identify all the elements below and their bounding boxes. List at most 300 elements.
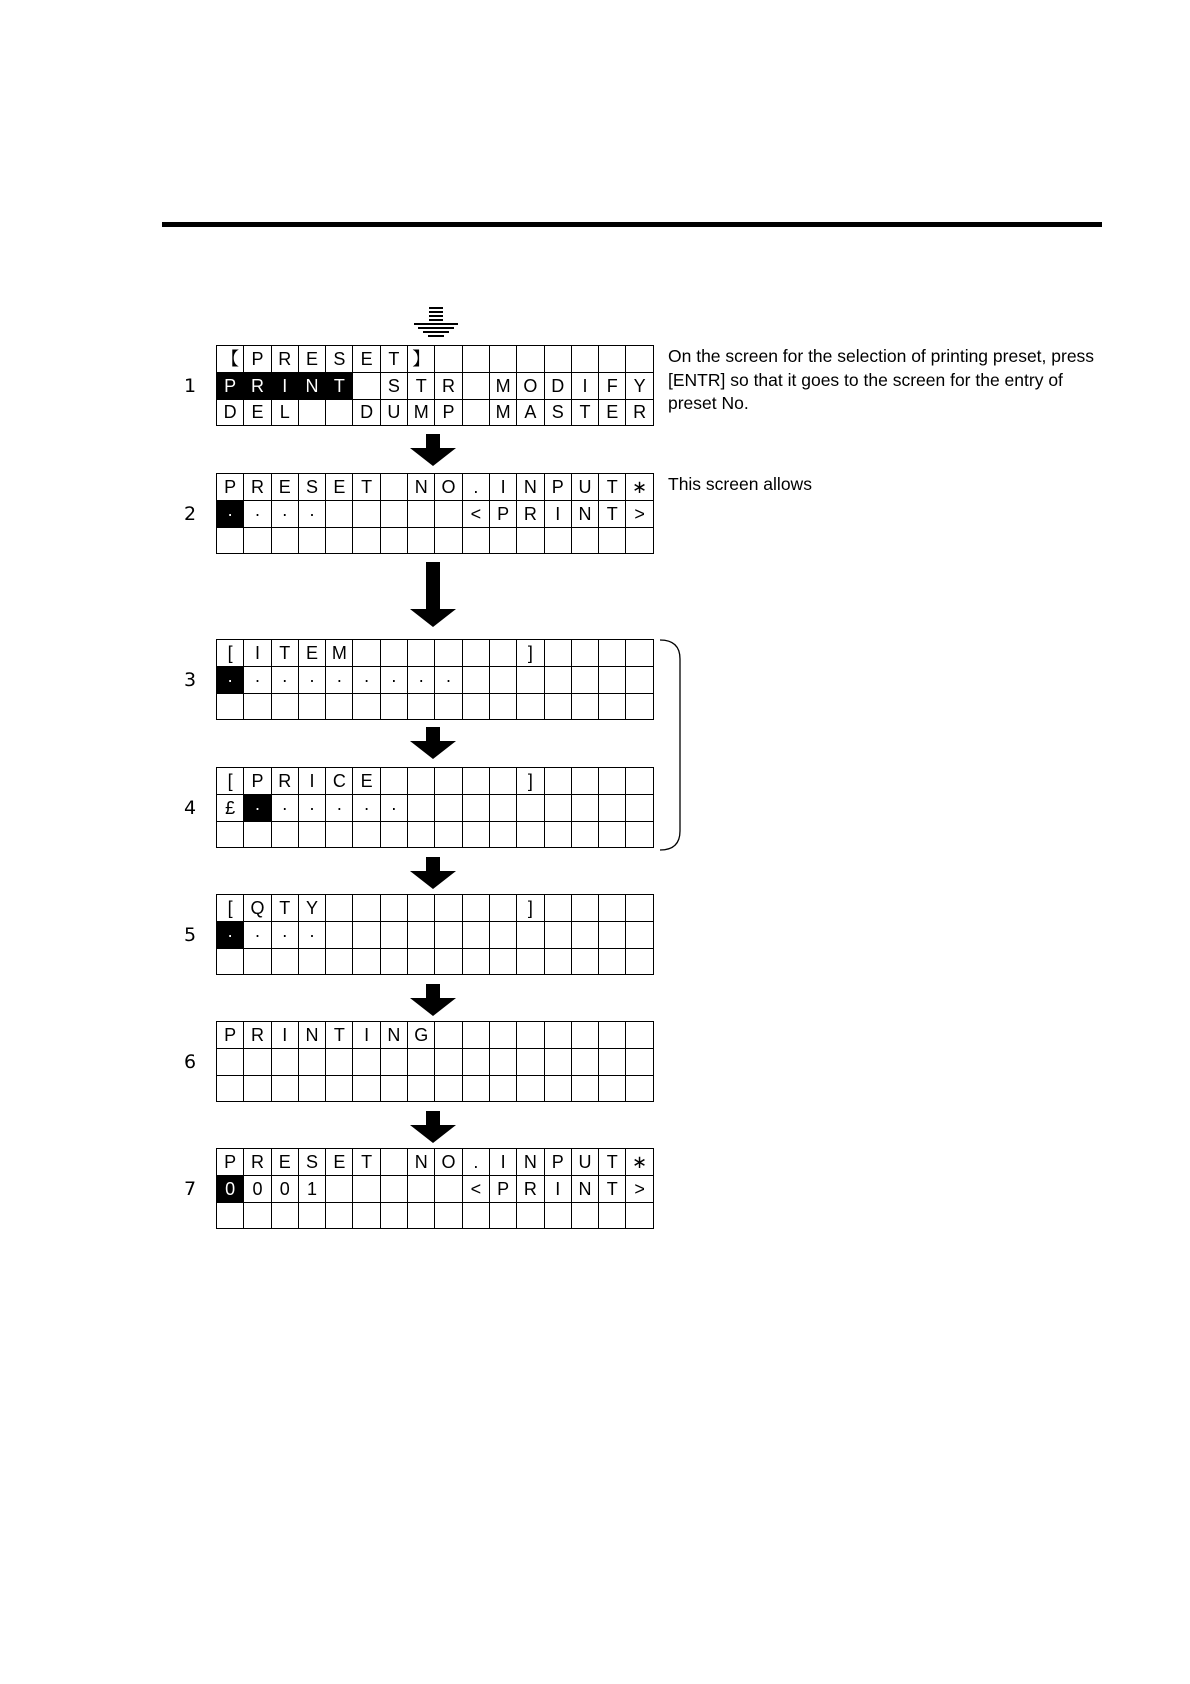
lcd-cell: [272, 528, 299, 555]
lcd-cell: E: [272, 1149, 299, 1176]
lcd-cell: T: [353, 474, 380, 501]
lcd-cell: [353, 373, 380, 400]
lcd-cell: [244, 528, 271, 555]
lcd-cell: N: [572, 501, 599, 528]
lcd-cell: Y: [626, 373, 653, 400]
lcd-cell: [272, 694, 299, 721]
lcd-cell: [435, 1203, 462, 1230]
lcd-cell: ·: [244, 667, 271, 694]
lcd-cell: [326, 1076, 353, 1103]
lcd-cell: [326, 501, 353, 528]
lcd-cell: [626, 1049, 653, 1076]
lcd-cell: P: [435, 400, 462, 427]
lcd-cell: [353, 822, 380, 849]
lcd-cell: [353, 640, 380, 667]
lcd-cell: [435, 768, 462, 795]
lcd-cell: ·: [381, 667, 408, 694]
lcd-cell: P: [217, 1149, 244, 1176]
lcd-cell: [599, 1022, 626, 1049]
lcd-cell: [490, 922, 517, 949]
lcd-cell: T: [599, 1149, 626, 1176]
lcd-cell: [435, 1022, 462, 1049]
lcd-cell: [545, 1049, 572, 1076]
lcd-cell: [353, 694, 380, 721]
lcd-cell: [435, 795, 462, 822]
lcd-cell: [490, 667, 517, 694]
lcd-cell: A: [517, 400, 544, 427]
lcd-cell: I: [572, 373, 599, 400]
lcd-cell: ·: [272, 501, 299, 528]
lcd-cell: [490, 822, 517, 849]
lcd-cell: R: [272, 768, 299, 795]
lcd-cell: [353, 1049, 380, 1076]
lcd-cell: M: [326, 640, 353, 667]
lcd-cell: [517, 1049, 544, 1076]
lcd-cell: [326, 895, 353, 922]
lcd-cell: [490, 768, 517, 795]
lcd-cell: [353, 895, 380, 922]
lcd-cell: T: [599, 501, 626, 528]
lcd-cell: [381, 474, 408, 501]
lcd-cell: [299, 1203, 326, 1230]
lcd-cell: ·: [272, 795, 299, 822]
lcd-cell: [353, 501, 380, 528]
lcd-cell: [626, 694, 653, 721]
lcd-cell: [463, 373, 490, 400]
lcd-cell: [517, 1022, 544, 1049]
lcd-cell: [517, 528, 544, 555]
lcd-screen: [216, 345, 654, 426]
lcd-cell: P: [217, 373, 244, 400]
lcd-cell: [381, 640, 408, 667]
lcd-cell: [572, 346, 599, 373]
screen-1-description: On the screen for the selection of printing preset, press [ENTR] so that it goes to the screen for the entry of preset No.: [668, 346, 1095, 413]
lcd-cell: [217, 1076, 244, 1103]
lcd-cell: N: [299, 373, 326, 400]
lcd-cell: [517, 949, 544, 976]
lcd-cell: [408, 1203, 435, 1230]
lcd-cell: T: [326, 373, 353, 400]
lcd-cell: [435, 895, 462, 922]
lcd-cell: [435, 922, 462, 949]
lcd-cell: I: [244, 640, 271, 667]
lcd-cell: [326, 528, 353, 555]
lcd-cell: [545, 795, 572, 822]
lcd-cell: [381, 1203, 408, 1230]
lcd-cell: [381, 1149, 408, 1176]
lcd-cell: [599, 895, 626, 922]
lcd-cell: [599, 1203, 626, 1230]
lcd-cell: [217, 1203, 244, 1230]
lcd-cell: [545, 528, 572, 555]
lcd-cell: ∗: [626, 1149, 653, 1176]
lcd-cell: [326, 1176, 353, 1203]
lcd-cell: I: [272, 373, 299, 400]
lcd-cell: [463, 1022, 490, 1049]
lcd-cell: S: [381, 373, 408, 400]
lcd-cell: [517, 667, 544, 694]
lcd-cell: [326, 400, 353, 427]
lcd-cell: .: [463, 1149, 490, 1176]
lcd-cell: [490, 795, 517, 822]
lcd-cell: [626, 1203, 653, 1230]
lcd-cell: [572, 822, 599, 849]
lcd-cell: R: [517, 1176, 544, 1203]
lcd-cell: E: [244, 400, 271, 427]
lcd-cell: [572, 694, 599, 721]
lcd-cell: U: [381, 400, 408, 427]
lcd-cell: P: [545, 474, 572, 501]
lcd-cell: [463, 346, 490, 373]
lcd-cell: ·: [217, 667, 244, 694]
lcd-cell: [299, 949, 326, 976]
down-arrow-icon: [410, 857, 456, 889]
lcd-cell: [572, 895, 599, 922]
lcd-screen: [216, 767, 654, 848]
lcd-cell: [353, 922, 380, 949]
lcd-cell: [599, 795, 626, 822]
lcd-cell: [326, 949, 353, 976]
lcd-cell: [244, 1049, 271, 1076]
lcd-cell: N: [517, 474, 544, 501]
lcd-cell: [572, 922, 599, 949]
screen-2-description: This screen allows: [668, 474, 812, 494]
lcd-cell: T: [353, 1149, 380, 1176]
lcd-cell: [381, 1176, 408, 1203]
lcd-cell: O: [435, 1149, 462, 1176]
lcd-cell: [408, 949, 435, 976]
lcd-cell: R: [244, 1022, 271, 1049]
lcd-cell: ·: [272, 667, 299, 694]
lcd-cell: .: [463, 474, 490, 501]
lcd-cell: [408, 922, 435, 949]
down-arrow-icon: [410, 562, 456, 627]
lcd-cell: [408, 694, 435, 721]
lcd-cell: ·: [217, 922, 244, 949]
lcd-cell: [490, 346, 517, 373]
lcd-cell: R: [244, 1149, 271, 1176]
lcd-cell: [572, 1203, 599, 1230]
lcd-cell: [272, 822, 299, 849]
lcd-cell: [353, 1203, 380, 1230]
lcd-cell: F: [599, 373, 626, 400]
lcd-screen: [216, 473, 654, 554]
lcd-cell: [545, 667, 572, 694]
lcd-cell: [381, 528, 408, 555]
lcd-cell: P: [545, 1149, 572, 1176]
lcd-cell: T: [599, 1176, 626, 1203]
lcd-cell: [572, 640, 599, 667]
lcd-cell: [545, 1022, 572, 1049]
lcd-cell: [435, 694, 462, 721]
lcd-cell: E: [326, 1149, 353, 1176]
lcd-cell: [463, 922, 490, 949]
lcd-cell: [599, 667, 626, 694]
lcd-cell: [381, 1076, 408, 1103]
lcd-cell: ·: [435, 667, 462, 694]
lcd-cell: [545, 1076, 572, 1103]
lcd-cell: T: [599, 474, 626, 501]
lcd-cell: [435, 822, 462, 849]
lcd-cell: [435, 949, 462, 976]
lcd-cell: [545, 694, 572, 721]
lcd-cell: [517, 694, 544, 721]
lcd-cell: [353, 1176, 380, 1203]
lcd-cell: M: [490, 373, 517, 400]
lcd-cell: E: [299, 640, 326, 667]
lcd-cell: ·: [326, 795, 353, 822]
lcd-cell: ·: [272, 922, 299, 949]
lcd-cell: U: [572, 474, 599, 501]
lcd-cell: [626, 795, 653, 822]
lcd-cell: [490, 640, 517, 667]
lcd-cell: [: [217, 768, 244, 795]
lcd-cell: E: [299, 346, 326, 373]
down-arrow-icon: [410, 434, 456, 466]
lcd-cell: I: [490, 474, 517, 501]
lcd-cell: [463, 795, 490, 822]
lcd-cell: [299, 1076, 326, 1103]
lcd-cell: £: [217, 795, 244, 822]
lcd-cell: [272, 1203, 299, 1230]
lcd-cell: ·: [299, 795, 326, 822]
down-arrow-icon: [410, 727, 456, 759]
lcd-cell: [381, 822, 408, 849]
lcd-cell: T: [381, 346, 408, 373]
lcd-cell: E: [326, 474, 353, 501]
lcd-cell: [626, 922, 653, 949]
lcd-cell: T: [326, 1022, 353, 1049]
lcd-cell: [490, 528, 517, 555]
group-bracket: [660, 639, 686, 851]
lcd-cell: [217, 1049, 244, 1076]
lcd-cell: [463, 949, 490, 976]
lcd-cell: [463, 528, 490, 555]
lcd-cell: P: [490, 1176, 517, 1203]
lcd-cell: L: [272, 400, 299, 427]
lcd-screen: [216, 1021, 654, 1102]
lcd-cell: [572, 768, 599, 795]
lcd-cell: T: [272, 895, 299, 922]
lcd-cell: [572, 1076, 599, 1103]
lcd-cell: [517, 822, 544, 849]
lcd-cell: I: [272, 1022, 299, 1049]
lcd-cell: C: [326, 768, 353, 795]
lcd-cell: [599, 528, 626, 555]
lcd-cell: T: [272, 640, 299, 667]
lcd-cell: [463, 694, 490, 721]
lcd-cell: 1: [299, 1176, 326, 1203]
screen-number: 6: [183, 1051, 197, 1073]
lcd-cell: [244, 694, 271, 721]
lcd-cell: [435, 528, 462, 555]
lcd-cell: [626, 640, 653, 667]
lcd-cell: [572, 667, 599, 694]
lcd-screen: [216, 894, 654, 975]
lcd-cell: [626, 949, 653, 976]
lcd-cell: [517, 346, 544, 373]
lcd-cell: N: [408, 1149, 435, 1176]
lcd-cell: I: [545, 501, 572, 528]
lcd-cell: [517, 1203, 544, 1230]
lcd-cell: [408, 768, 435, 795]
lcd-cell: [408, 1176, 435, 1203]
lcd-cell: [463, 1203, 490, 1230]
lcd-cell: [: [217, 640, 244, 667]
lcd-cell: [490, 1022, 517, 1049]
lcd-cell: P: [217, 1022, 244, 1049]
lcd-cell: P: [244, 346, 271, 373]
lcd-cell: [463, 768, 490, 795]
lcd-cell: [490, 1049, 517, 1076]
lcd-cell: D: [217, 400, 244, 427]
lcd-cell: [326, 694, 353, 721]
lcd-cell: [599, 922, 626, 949]
lcd-cell: [299, 694, 326, 721]
lcd-cell: ∗: [626, 474, 653, 501]
lcd-cell: [545, 895, 572, 922]
screen-number: 7: [183, 1178, 197, 1200]
lcd-cell: [435, 1176, 462, 1203]
lcd-cell: 0: [244, 1176, 271, 1203]
lcd-cell: ·: [381, 795, 408, 822]
lcd-cell: [299, 528, 326, 555]
lcd-cell: [408, 1076, 435, 1103]
lcd-cell: [435, 1049, 462, 1076]
lcd-cell: [217, 694, 244, 721]
lcd-cell: M: [490, 400, 517, 427]
lcd-cell: [381, 694, 408, 721]
lcd-cell: [326, 1049, 353, 1076]
lcd-cell: R: [435, 373, 462, 400]
lcd-cell: ·: [299, 501, 326, 528]
lcd-cell: [599, 768, 626, 795]
lcd-cell: U: [572, 1149, 599, 1176]
screen-number: 4: [183, 797, 197, 819]
down-arrow-icon: [410, 1111, 456, 1143]
lcd-cell: E: [272, 474, 299, 501]
lcd-cell: [545, 949, 572, 976]
lcd-cell: N: [381, 1022, 408, 1049]
lcd-cell: P: [244, 768, 271, 795]
lcd-cell: [326, 822, 353, 849]
lcd-cell: [353, 1076, 380, 1103]
lcd-cell: N: [572, 1176, 599, 1203]
lcd-cell: [272, 949, 299, 976]
lcd-cell: [599, 1049, 626, 1076]
lcd-cell: [517, 1076, 544, 1103]
lcd-cell: [626, 768, 653, 795]
lcd-cell: T: [408, 373, 435, 400]
lcd-cell: I: [299, 768, 326, 795]
lcd-cell: I: [353, 1022, 380, 1049]
lcd-cell: S: [545, 400, 572, 427]
lcd-cell: [463, 640, 490, 667]
lcd-cell: [463, 1076, 490, 1103]
lcd-cell: [463, 895, 490, 922]
lcd-cell: D: [545, 373, 572, 400]
lcd-cell: [244, 949, 271, 976]
lcd-cell: P: [490, 501, 517, 528]
lcd-cell: [244, 822, 271, 849]
lcd-cell: [463, 667, 490, 694]
lcd-cell: Q: [244, 895, 271, 922]
lcd-cell: [381, 922, 408, 949]
lcd-cell: [545, 640, 572, 667]
lcd-cell: E: [353, 346, 380, 373]
lcd-cell: [599, 346, 626, 373]
lcd-cell: [435, 346, 462, 373]
lcd-cell: S: [299, 474, 326, 501]
lcd-cell: [490, 694, 517, 721]
lcd-cell: [599, 1076, 626, 1103]
lcd-cell: N: [408, 474, 435, 501]
lcd-cell: [626, 346, 653, 373]
lcd-cell: G: [408, 1022, 435, 1049]
lcd-cell: [408, 795, 435, 822]
lcd-cell: [545, 346, 572, 373]
lcd-cell: [381, 768, 408, 795]
lcd-cell: [626, 667, 653, 694]
lcd-cell: ]: [517, 768, 544, 795]
lcd-screen: [216, 1148, 654, 1229]
lcd-cell: [435, 1076, 462, 1103]
lcd-cell: [572, 949, 599, 976]
screen-number: 1: [183, 375, 197, 397]
lcd-cell: R: [517, 501, 544, 528]
lcd-cell: [299, 400, 326, 427]
lcd-cell: [408, 640, 435, 667]
lcd-cell: [408, 895, 435, 922]
lcd-cell: [244, 1203, 271, 1230]
lcd-cell: [545, 922, 572, 949]
lcd-cell: [408, 822, 435, 849]
lcd-cell: [490, 1076, 517, 1103]
lcd-cell: S: [326, 346, 353, 373]
lcd-cell: [435, 640, 462, 667]
lcd-cell: 】: [408, 346, 435, 373]
lcd-cell: ·: [408, 667, 435, 694]
lcd-cell: [599, 640, 626, 667]
lcd-cell: M: [408, 400, 435, 427]
lcd-cell: <: [463, 1176, 490, 1203]
lcd-cell: [517, 922, 544, 949]
screen-number: 5: [183, 924, 197, 946]
lcd-cell: ]: [517, 895, 544, 922]
lcd-cell: ·: [244, 795, 271, 822]
lcd-cell: 【: [217, 346, 244, 373]
header-rule: [162, 222, 1102, 227]
lcd-cell: [490, 895, 517, 922]
lcd-cell: [: [217, 895, 244, 922]
lcd-cell: [272, 1049, 299, 1076]
lcd-cell: ·: [244, 922, 271, 949]
lcd-cell: [463, 400, 490, 427]
lcd-cell: E: [353, 768, 380, 795]
lcd-cell: <: [463, 501, 490, 528]
lcd-cell: [272, 1076, 299, 1103]
lcd-cell: [599, 694, 626, 721]
lcd-cell: [463, 822, 490, 849]
lcd-cell: [545, 822, 572, 849]
lcd-cell: [626, 1022, 653, 1049]
lcd-cell: ·: [299, 922, 326, 949]
lcd-cell: [572, 795, 599, 822]
lcd-cell: [545, 768, 572, 795]
lcd-cell: [299, 1049, 326, 1076]
lcd-cell: [490, 1203, 517, 1230]
lcd-cell: ·: [326, 667, 353, 694]
